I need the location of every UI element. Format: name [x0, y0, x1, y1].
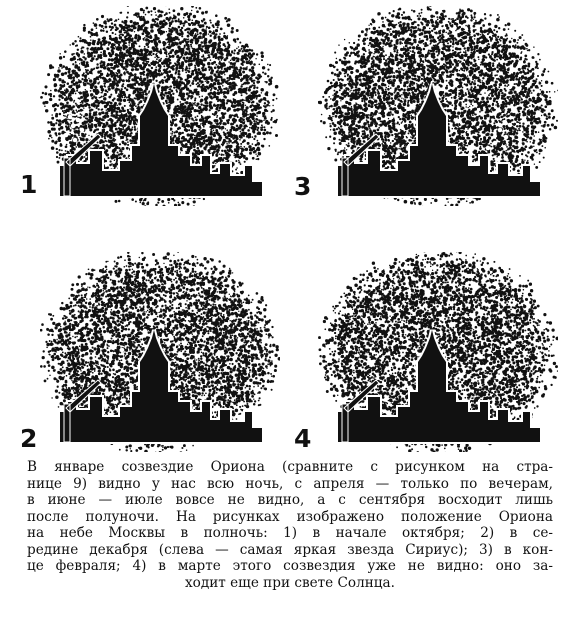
caption-line: нице 9) видно у нас всю ночь, с апреля — только по вечерам, [27, 475, 553, 492]
star [76, 118, 81, 123]
panel-number-4: 4 [294, 424, 312, 453]
caption-line: после полуночи. На рисунках изображено положение Ориона [27, 508, 553, 525]
panel-number-1: 1 [20, 170, 38, 199]
star [73, 138, 78, 143]
star [116, 136, 121, 141]
night-sky-illustration [40, 6, 280, 206]
caption-line: ходит еще при свете Солнца. [185, 574, 395, 591]
night-sky-illustration [318, 252, 558, 452]
star [64, 133, 69, 138]
star [120, 348, 125, 353]
figure-caption [27, 459, 553, 591]
star [148, 318, 153, 323]
panel-number-2: 2 [20, 424, 38, 453]
star [168, 334, 173, 339]
caption-line: в июне — июле вовсе не видно, а с сентября восходит лишь [27, 492, 553, 508]
star [518, 143, 523, 148]
star [68, 115, 73, 120]
panel-number-3: 3 [294, 172, 312, 201]
star [498, 128, 503, 133]
caption-line: В январе созвездие Ориона (сравните с рисунком на стра- [27, 459, 553, 475]
star [71, 124, 76, 129]
star [493, 141, 498, 146]
star [156, 308, 161, 313]
night-sky-panel-3 [318, 6, 558, 206]
night-sky-panel-4 [318, 252, 558, 452]
caption-line: редине декабря (слева — самая яркая звезда Сириус); 3) в кон- [27, 541, 553, 558]
star [508, 123, 513, 128]
star [80, 128, 85, 133]
night-sky-illustration [318, 6, 558, 206]
star [143, 329, 148, 334]
star [504, 135, 509, 140]
star [486, 146, 491, 151]
night-sky-panel-2 [40, 252, 280, 452]
star [160, 324, 165, 329]
caption-line: це февраля; 4) в марте этого созвездия уже не видно: оно за- [27, 558, 553, 574]
caption-line: на небе Москвы в полночь: 1) в начале октября; 2) в се- [27, 525, 553, 541]
night-sky-panel-1 [40, 6, 280, 206]
night-sky-illustration [40, 252, 280, 452]
